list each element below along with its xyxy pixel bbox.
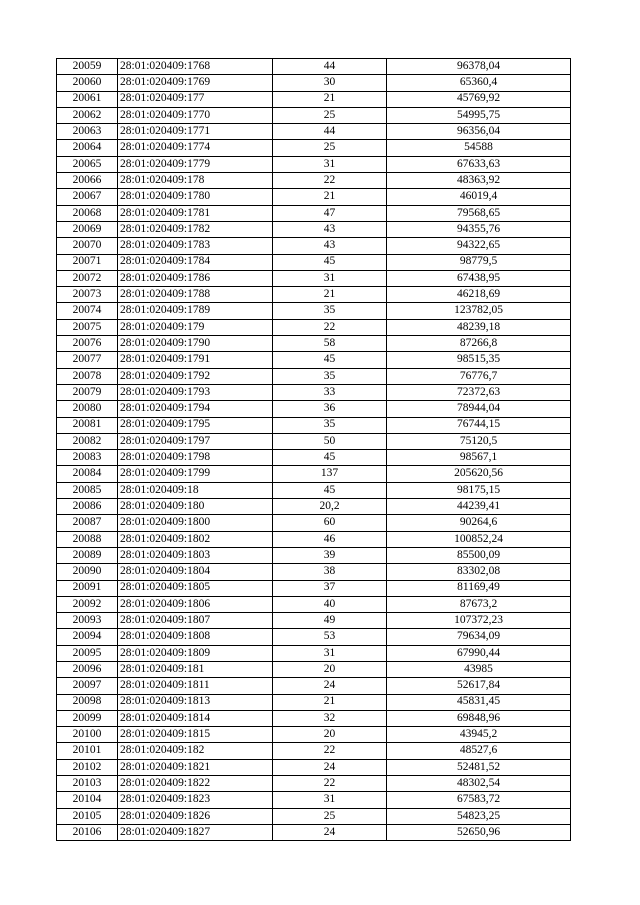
area-cell: 20,2 (273, 499, 387, 515)
row-number-cell: 20064 (57, 140, 118, 156)
area-cell: 22 (273, 743, 387, 759)
table-row (57, 368, 571, 384)
area-cell: 58 (273, 336, 387, 352)
cadastral-value-cell: 94355,76 (387, 221, 571, 237)
cadastral-number-cell: 28:01:020409:1802 (118, 531, 273, 547)
area-cell: 45 (273, 482, 387, 498)
row-number-cell: 20063 (57, 124, 118, 140)
area-cell: 50 (273, 433, 387, 449)
table-row (57, 629, 571, 645)
cadastral-value-cell: 96356,04 (387, 124, 571, 140)
table-row (57, 287, 571, 303)
table-row (57, 303, 571, 319)
table-row (57, 694, 571, 710)
row-number-cell: 20084 (57, 466, 118, 482)
table-row (57, 645, 571, 661)
cadastral-number-cell: 28:01:020409:1793 (118, 384, 273, 400)
table-row (57, 270, 571, 286)
row-number-cell: 20075 (57, 319, 118, 335)
table-row (57, 352, 571, 368)
area-cell: 49 (273, 613, 387, 629)
area-cell: 35 (273, 303, 387, 319)
cadastral-value-cell: 45769,92 (387, 91, 571, 107)
row-number-cell: 20095 (57, 645, 118, 661)
cadastral-value-cell: 76744,15 (387, 417, 571, 433)
cadastral-value-cell: 52481,52 (387, 759, 571, 775)
table-row (57, 189, 571, 205)
row-number-cell: 20088 (57, 531, 118, 547)
area-cell: 21 (273, 287, 387, 303)
area-cell: 22 (273, 776, 387, 792)
cadastral-number-cell: 28:01:020409:181 (118, 661, 273, 677)
area-cell: 30 (273, 75, 387, 91)
area-cell: 45 (273, 450, 387, 466)
area-cell: 24 (273, 759, 387, 775)
cadastral-value-cell: 48239,18 (387, 319, 571, 335)
table-row (57, 482, 571, 498)
cadastral-number-cell: 28:01:020409:1809 (118, 645, 273, 661)
cadastral-value-cell: 48527,6 (387, 743, 571, 759)
area-cell: 39 (273, 547, 387, 563)
cadastral-number-cell: 28:01:020409:182 (118, 743, 273, 759)
table-row (57, 564, 571, 580)
area-cell: 31 (273, 156, 387, 172)
cadastral-number-cell: 28:01:020409:1806 (118, 596, 273, 612)
row-number-cell: 20065 (57, 156, 118, 172)
area-cell: 47 (273, 205, 387, 221)
cadastral-value-cell: 54823,25 (387, 808, 571, 824)
cadastral-number-cell: 28:01:020409:1805 (118, 580, 273, 596)
cadastral-value-cell: 96378,04 (387, 59, 571, 75)
cadastral-value-cell: 43985 (387, 661, 571, 677)
cadastral-number-cell: 28:01:020409:1792 (118, 368, 273, 384)
table-row (57, 433, 571, 449)
area-cell: 37 (273, 580, 387, 596)
cadastral-number-cell: 28:01:020409:1808 (118, 629, 273, 645)
row-number-cell: 20059 (57, 59, 118, 75)
row-number-cell: 20097 (57, 678, 118, 694)
table-row (57, 205, 571, 221)
cadastral-value-cell: 79634,09 (387, 629, 571, 645)
area-cell: 24 (273, 824, 387, 840)
area-cell: 25 (273, 140, 387, 156)
table-row (57, 580, 571, 596)
area-cell: 137 (273, 466, 387, 482)
area-cell: 60 (273, 515, 387, 531)
cadastral-value-cell: 81169,49 (387, 580, 571, 596)
table-row (57, 824, 571, 840)
area-cell: 22 (273, 319, 387, 335)
cadastral-number-cell: 28:01:020409:1774 (118, 140, 273, 156)
area-cell: 25 (273, 808, 387, 824)
cadastral-number-cell: 28:01:020409:1797 (118, 433, 273, 449)
area-cell: 25 (273, 107, 387, 123)
cadastral-number-cell: 28:01:020409:1768 (118, 59, 273, 75)
table-row (57, 792, 571, 808)
table-row (57, 254, 571, 270)
cadastral-number-cell: 28:01:020409:1790 (118, 336, 273, 352)
area-cell: 21 (273, 694, 387, 710)
table-body (57, 59, 571, 841)
table-row (57, 173, 571, 189)
table-row (57, 776, 571, 792)
area-cell: 31 (273, 645, 387, 661)
table-row (57, 531, 571, 547)
row-number-cell: 20089 (57, 547, 118, 563)
table-row (57, 107, 571, 123)
cadastral-value-cell: 67633,63 (387, 156, 571, 172)
row-number-cell: 20104 (57, 792, 118, 808)
cadastral-value-cell: 83302,08 (387, 564, 571, 580)
cadastral-number-cell: 28:01:020409:1813 (118, 694, 273, 710)
cadastral-value-cell: 79568,65 (387, 205, 571, 221)
cadastral-value-cell: 67990,44 (387, 645, 571, 661)
row-number-cell: 20100 (57, 727, 118, 743)
cadastral-number-cell: 28:01:020409:1800 (118, 515, 273, 531)
cadastral-value-cell: 98567,1 (387, 450, 571, 466)
row-number-cell: 20077 (57, 352, 118, 368)
cadastral-number-cell: 28:01:020409:1826 (118, 808, 273, 824)
table-row (57, 75, 571, 91)
row-number-cell: 20093 (57, 613, 118, 629)
cadastral-value-cell: 48302,54 (387, 776, 571, 792)
area-cell: 35 (273, 368, 387, 384)
area-cell: 53 (273, 629, 387, 645)
cadastral-number-cell: 28:01:020409:1780 (118, 189, 273, 205)
cadastral-number-cell: 28:01:020409:1807 (118, 613, 273, 629)
row-number-cell: 20070 (57, 238, 118, 254)
table-row (57, 743, 571, 759)
cadastral-number-cell: 28:01:020409:178 (118, 173, 273, 189)
cadastral-number-cell: 28:01:020409:1771 (118, 124, 273, 140)
cadastral-value-cell: 76776,7 (387, 368, 571, 384)
row-number-cell: 20076 (57, 336, 118, 352)
row-number-cell: 20066 (57, 173, 118, 189)
cadastral-value-cell: 205620,56 (387, 466, 571, 482)
area-cell: 31 (273, 792, 387, 808)
area-cell: 45 (273, 352, 387, 368)
cadastral-number-cell: 28:01:020409:1794 (118, 401, 273, 417)
cadastral-value-cell: 98515,35 (387, 352, 571, 368)
cadastral-value-cell: 90264,6 (387, 515, 571, 531)
cadastral-number-cell: 28:01:020409:1804 (118, 564, 273, 580)
cadastral-number-cell: 28:01:020409:1769 (118, 75, 273, 91)
row-number-cell: 20105 (57, 808, 118, 824)
row-number-cell: 20103 (57, 776, 118, 792)
cadastral-number-cell: 28:01:020409:1827 (118, 824, 273, 840)
row-number-cell: 20083 (57, 450, 118, 466)
table-row (57, 91, 571, 107)
cadastral-number-cell: 28:01:020409:1782 (118, 221, 273, 237)
area-cell: 45 (273, 254, 387, 270)
cadastral-value-cell: 67438,95 (387, 270, 571, 286)
cadastral-value-cell: 72372,63 (387, 384, 571, 400)
cadastral-value-cell: 65360,4 (387, 75, 571, 91)
row-number-cell: 20082 (57, 433, 118, 449)
cadastral-number-cell: 28:01:020409:1791 (118, 352, 273, 368)
cadastral-number-cell: 28:01:020409:1822 (118, 776, 273, 792)
cadastral-number-cell: 28:01:020409:1781 (118, 205, 273, 221)
cadastral-value-cell: 100852,24 (387, 531, 571, 547)
cadastral-value-cell: 54588 (387, 140, 571, 156)
table-row (57, 124, 571, 140)
row-number-cell: 20099 (57, 710, 118, 726)
area-cell: 44 (273, 124, 387, 140)
area-cell: 43 (273, 238, 387, 254)
cadastral-number-cell: 28:01:020409:1823 (118, 792, 273, 808)
area-cell: 31 (273, 270, 387, 286)
cadastral-value-cell: 48363,92 (387, 173, 571, 189)
row-number-cell: 20102 (57, 759, 118, 775)
cadastral-number-cell: 28:01:020409:180 (118, 499, 273, 515)
cadastral-value-cell: 69848,96 (387, 710, 571, 726)
table-row (57, 450, 571, 466)
row-number-cell: 20091 (57, 580, 118, 596)
row-number-cell: 20090 (57, 564, 118, 580)
table-row (57, 710, 571, 726)
table-row (57, 238, 571, 254)
area-cell: 21 (273, 189, 387, 205)
table-row (57, 466, 571, 482)
row-number-cell: 20086 (57, 499, 118, 515)
table-row (57, 221, 571, 237)
cadastral-number-cell: 28:01:020409:1821 (118, 759, 273, 775)
cadastral-value-cell: 44239,41 (387, 499, 571, 515)
area-cell: 38 (273, 564, 387, 580)
cadastral-value-cell: 87673,2 (387, 596, 571, 612)
cadastral-number-cell: 28:01:020409:1783 (118, 238, 273, 254)
table-row (57, 596, 571, 612)
table-row (57, 547, 571, 563)
row-number-cell: 20068 (57, 205, 118, 221)
area-cell: 20 (273, 727, 387, 743)
cadastral-number-cell: 28:01:020409:18 (118, 482, 273, 498)
cadastral-value-cell: 43945,2 (387, 727, 571, 743)
cadastral-number-cell: 28:01:020409:1788 (118, 287, 273, 303)
row-number-cell: 20078 (57, 368, 118, 384)
cadastral-value-cell: 46019,4 (387, 189, 571, 205)
row-number-cell: 20085 (57, 482, 118, 498)
row-number-cell: 20067 (57, 189, 118, 205)
area-cell: 32 (273, 710, 387, 726)
row-number-cell: 20079 (57, 384, 118, 400)
table-row (57, 140, 571, 156)
cadastral-number-cell: 28:01:020409:1779 (118, 156, 273, 172)
cadastral-value-cell: 123782,05 (387, 303, 571, 319)
row-number-cell: 20062 (57, 107, 118, 123)
cadastral-value-cell: 94322,65 (387, 238, 571, 254)
area-cell: 21 (273, 91, 387, 107)
table-row (57, 336, 571, 352)
cadastral-value-cell: 52617,84 (387, 678, 571, 694)
area-cell: 33 (273, 384, 387, 400)
area-cell: 43 (273, 221, 387, 237)
area-cell: 35 (273, 417, 387, 433)
cadastral-value-cell: 67583,72 (387, 792, 571, 808)
table-row (57, 319, 571, 335)
cadastral-value-table (56, 58, 571, 841)
cadastral-number-cell: 28:01:020409:1789 (118, 303, 273, 319)
row-number-cell: 20101 (57, 743, 118, 759)
row-number-cell: 20072 (57, 270, 118, 286)
row-number-cell: 20106 (57, 824, 118, 840)
row-number-cell: 20069 (57, 221, 118, 237)
cadastral-value-cell: 54995,75 (387, 107, 571, 123)
cadastral-value-cell: 98779,5 (387, 254, 571, 270)
row-number-cell: 20092 (57, 596, 118, 612)
cadastral-value-cell: 75120,5 (387, 433, 571, 449)
area-cell: 24 (273, 678, 387, 694)
row-number-cell: 20071 (57, 254, 118, 270)
cadastral-number-cell: 28:01:020409:179 (118, 319, 273, 335)
row-number-cell: 20098 (57, 694, 118, 710)
row-number-cell: 20073 (57, 287, 118, 303)
cadastral-number-cell: 28:01:020409:1799 (118, 466, 273, 482)
table-row (57, 499, 571, 515)
row-number-cell: 20080 (57, 401, 118, 417)
table-row (57, 661, 571, 677)
cadastral-number-cell: 28:01:020409:1784 (118, 254, 273, 270)
table-row (57, 417, 571, 433)
row-number-cell: 20074 (57, 303, 118, 319)
area-cell: 20 (273, 661, 387, 677)
cadastral-number-cell: 28:01:020409:1811 (118, 678, 273, 694)
cadastral-number-cell: 28:01:020409:1814 (118, 710, 273, 726)
cadastral-value-cell: 46218,69 (387, 287, 571, 303)
table-row (57, 613, 571, 629)
cadastral-number-cell: 28:01:020409:1798 (118, 450, 273, 466)
area-cell: 44 (273, 59, 387, 75)
cadastral-number-cell: 28:01:020409:1786 (118, 270, 273, 286)
table-row (57, 727, 571, 743)
row-number-cell: 20096 (57, 661, 118, 677)
table-row (57, 678, 571, 694)
row-number-cell: 20087 (57, 515, 118, 531)
row-number-cell: 20081 (57, 417, 118, 433)
cadastral-value-cell: 107372,23 (387, 613, 571, 629)
cadastral-value-cell: 85500,09 (387, 547, 571, 563)
area-cell: 36 (273, 401, 387, 417)
table-row (57, 401, 571, 417)
cadastral-number-cell: 28:01:020409:177 (118, 91, 273, 107)
cadastral-number-cell: 28:01:020409:1770 (118, 107, 273, 123)
row-number-cell: 20094 (57, 629, 118, 645)
cadastral-value-cell: 52650,96 (387, 824, 571, 840)
cadastral-value-cell: 98175,15 (387, 482, 571, 498)
cadastral-number-cell: 28:01:020409:1795 (118, 417, 273, 433)
table-row (57, 59, 571, 75)
cadastral-number-cell: 28:01:020409:1815 (118, 727, 273, 743)
table-row (57, 384, 571, 400)
table-row (57, 156, 571, 172)
area-cell: 46 (273, 531, 387, 547)
cadastral-value-cell: 87266,8 (387, 336, 571, 352)
area-cell: 22 (273, 173, 387, 189)
table-row (57, 759, 571, 775)
cadastral-number-cell: 28:01:020409:1803 (118, 547, 273, 563)
row-number-cell: 20061 (57, 91, 118, 107)
area-cell: 40 (273, 596, 387, 612)
row-number-cell: 20060 (57, 75, 118, 91)
table-row (57, 808, 571, 824)
cadastral-value-cell: 78944,04 (387, 401, 571, 417)
table-row (57, 515, 571, 531)
cadastral-value-cell: 45831,45 (387, 694, 571, 710)
